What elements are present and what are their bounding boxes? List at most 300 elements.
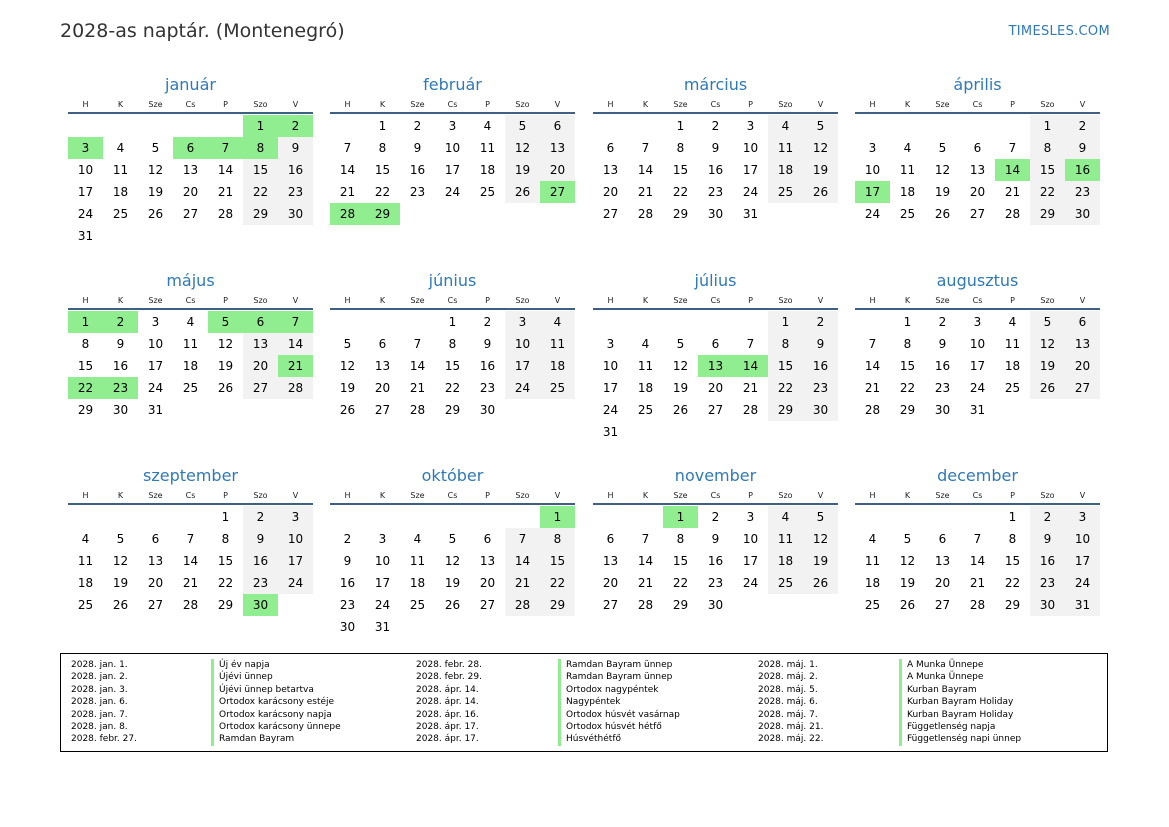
day-cell: 27: [147, 598, 164, 612]
day-cell: 11: [864, 554, 881, 568]
day-cell: 24: [969, 381, 986, 395]
day-cell: 24: [147, 381, 164, 395]
day-cell: 6: [1065, 311, 1100, 333]
day-cell: 29: [243, 203, 278, 225]
day-cell: 12: [217, 337, 234, 351]
day-cell: 8: [1008, 532, 1017, 546]
day-cell: 28: [864, 403, 881, 417]
empty-cell: [365, 506, 400, 528]
legend-date: 2028. jan. 2.: [71, 672, 128, 683]
day-cell: 12: [803, 137, 838, 159]
day-cell: 29: [444, 403, 461, 417]
day-cell: 8: [676, 141, 685, 155]
day-cell: 22: [374, 185, 391, 199]
day-cell: 21: [339, 185, 356, 199]
day-cell: 16: [112, 359, 129, 373]
day-cell: 5: [803, 115, 838, 137]
empty-cell: [470, 506, 505, 528]
empty-cell: [855, 311, 890, 333]
day-cell: 9: [116, 337, 125, 351]
day-cell: 19: [803, 550, 838, 572]
weekday-label: V: [817, 295, 824, 305]
day-cell: 22: [540, 572, 575, 594]
day-cell: 19: [934, 185, 951, 199]
day-cell: 26: [339, 403, 356, 417]
day-cell: 27: [934, 598, 951, 612]
day-cell: 5: [1030, 311, 1065, 333]
day-cell: 25: [637, 403, 654, 417]
day-cell: 11: [1004, 337, 1021, 351]
day-cell: 15: [374, 163, 391, 177]
day-cell: 21: [637, 185, 654, 199]
weekday-label: Sze: [410, 295, 425, 305]
day-cell: 28: [969, 598, 986, 612]
legend-names-column: [211, 659, 341, 746]
legend-dates-column: [416, 659, 482, 746]
legend-holiday-name: Újévi ünnep betartva: [211, 684, 341, 696]
legend-holiday-name: Függetlenség napi ünnep: [899, 733, 1021, 745]
day-cell: 27: [479, 598, 496, 612]
legend-holiday-name: Ortodox karácsony napja: [211, 709, 341, 721]
day-cell: 1: [1008, 510, 1017, 524]
day-cell: 25: [540, 377, 575, 399]
day-cell: 24: [444, 185, 461, 199]
day-cell: 9: [938, 337, 947, 351]
day-cell: 17: [1065, 550, 1100, 572]
day-cell: 20: [969, 185, 986, 199]
day-cell: 18: [479, 163, 496, 177]
weekday-header: [330, 487, 575, 505]
day-cell: 28: [330, 203, 365, 225]
weekday-label: V: [1079, 99, 1086, 109]
day-grid: [330, 311, 575, 421]
day-cell: 13: [374, 359, 391, 373]
day-cell: 7: [973, 532, 982, 546]
day-cell: 26: [803, 181, 838, 203]
day-cell: 7: [746, 337, 755, 351]
day-cell: 22: [243, 181, 278, 203]
month-4: [855, 74, 1100, 225]
weekday-label: P: [223, 99, 228, 109]
empty-cell: [925, 506, 960, 528]
day-cell: 18: [899, 185, 916, 199]
day-cell: 26: [147, 207, 164, 221]
weekday-label: Sze: [410, 99, 425, 109]
legend-date: 2028. febr. 27.: [71, 734, 137, 745]
day-cell: 17: [855, 181, 890, 203]
day-cell: 29: [768, 399, 803, 421]
legend-date: 2028. ápr. 17.: [416, 721, 479, 732]
day-cell: 21: [742, 381, 759, 395]
empty-cell: [628, 115, 663, 137]
day-cell: 27: [602, 207, 619, 221]
day-cell: 2: [711, 510, 720, 524]
day-cell: 22: [68, 377, 103, 399]
weekday-label: Szo: [253, 490, 268, 500]
weekday-label: Cs: [447, 99, 458, 109]
weekday-label: P: [748, 99, 753, 109]
empty-cell: [960, 115, 995, 137]
day-cell: 25: [899, 207, 916, 221]
day-cell: 28: [637, 207, 654, 221]
day-grid: [593, 506, 838, 616]
weekday-label: K: [642, 99, 649, 109]
weekday-header: [855, 292, 1100, 310]
day-cell: 1: [1030, 115, 1065, 137]
day-cell: 20: [479, 576, 496, 590]
weekday-label: Sze: [673, 295, 688, 305]
day-cell: 5: [803, 506, 838, 528]
empty-cell: [68, 506, 103, 528]
day-cell: 18: [637, 381, 654, 395]
weekday-label: Cs: [972, 99, 983, 109]
empty-cell: [960, 506, 995, 528]
day-cell: 14: [409, 359, 426, 373]
day-cell: 4: [81, 532, 90, 546]
weekday-label: Cs: [710, 295, 721, 305]
day-cell: 7: [641, 532, 650, 546]
weekday-label: Sze: [148, 295, 163, 305]
day-cell: 25: [864, 598, 881, 612]
day-cell: 8: [243, 137, 278, 159]
weekday-label: P: [748, 295, 753, 305]
legend-date: 2028. jan. 1.: [71, 660, 128, 670]
legend-holiday-name: Nagypéntek: [558, 696, 680, 708]
weekday-label: K: [117, 99, 124, 109]
day-cell: 3: [746, 119, 755, 133]
day-cell: 17: [742, 554, 759, 568]
month-name: június: [428, 271, 477, 290]
day-cell: 11: [768, 137, 803, 159]
day-cell: 14: [339, 163, 356, 177]
weekday-label: Szo: [778, 490, 793, 500]
weekday-label: K: [642, 295, 649, 305]
day-cell: 15: [1004, 554, 1021, 568]
day-cell: 9: [711, 532, 720, 546]
day-cell: 19: [672, 381, 689, 395]
day-cell: 2: [711, 119, 720, 133]
empty-cell: [173, 115, 208, 137]
day-cell: 1: [448, 315, 457, 329]
legend-holiday-name: Ortodox húsvét vasárnap: [558, 709, 680, 721]
day-cell: 18: [77, 576, 94, 590]
empty-cell: [103, 506, 138, 528]
empty-cell: [400, 311, 435, 333]
day-grid: [68, 311, 313, 421]
day-cell: 11: [182, 337, 199, 351]
day-cell: 15: [768, 355, 803, 377]
day-cell: 16: [707, 554, 724, 568]
day-cell: 30: [934, 403, 951, 417]
day-cell: 16: [409, 163, 426, 177]
day-cell: 29: [540, 594, 575, 616]
day-cell: 21: [217, 185, 234, 199]
day-cell: 6: [938, 532, 947, 546]
day-cell: 27: [602, 598, 619, 612]
day-cell: 8: [378, 141, 387, 155]
weekday-label: V: [292, 490, 299, 500]
legend-holiday-name: Kurban Bayram: [899, 684, 1021, 696]
day-cell: 13: [969, 163, 986, 177]
day-cell: 6: [973, 141, 982, 155]
day-cell: 30: [1065, 203, 1100, 225]
day-cell: 2: [1065, 115, 1100, 137]
weekday-label: H: [82, 99, 89, 109]
day-cell: 31: [77, 229, 94, 243]
weekday-label: Cs: [710, 490, 721, 500]
weekday-header: [855, 487, 1100, 505]
empty-cell: [925, 115, 960, 137]
day-cell: 20: [243, 355, 278, 377]
day-cell: 31: [742, 207, 759, 221]
weekday-label: P: [1010, 295, 1015, 305]
weekday-label: K: [642, 490, 649, 500]
day-cell: 24: [864, 207, 881, 221]
month-name: augusztus: [936, 271, 1019, 290]
legend-holiday-name: Ramdan Bayram: [211, 733, 341, 745]
empty-cell: [593, 506, 628, 528]
day-cell: 2: [278, 115, 313, 137]
day-cell: 26: [444, 598, 461, 612]
day-cell: 3: [151, 315, 160, 329]
day-cell: 21: [969, 576, 986, 590]
day-cell: 18: [540, 355, 575, 377]
month-11: [593, 465, 838, 616]
day-cell: 23: [339, 598, 356, 612]
day-cell: 14: [733, 355, 768, 377]
day-cell: 24: [505, 377, 540, 399]
day-cell: 4: [186, 315, 195, 329]
weekday-label: V: [292, 99, 299, 109]
weekday-label: Szo: [778, 295, 793, 305]
day-cell: 31: [602, 425, 619, 439]
day-cell: 22: [672, 576, 689, 590]
empty-cell: [698, 311, 733, 333]
legend-holiday-name: Kurban Bayram Holiday: [899, 696, 1021, 708]
day-cell: 28: [742, 403, 759, 417]
day-cell: 16: [707, 163, 724, 177]
legend-names-column: [899, 659, 1021, 746]
day-cell: 31: [147, 403, 164, 417]
day-cell: 15: [217, 554, 234, 568]
legend-date: 2028. jan. 6.: [71, 697, 128, 708]
weekday-label: V: [292, 295, 299, 305]
day-cell: 24: [742, 576, 759, 590]
day-cell: 12: [672, 359, 689, 373]
day-cell: 17: [444, 163, 461, 177]
day-cell: 9: [711, 141, 720, 155]
holiday-legend: [60, 653, 1108, 752]
day-cell: 26: [217, 381, 234, 395]
empty-cell: [505, 506, 540, 528]
day-cell: 2: [803, 311, 838, 333]
empty-cell: [890, 115, 925, 137]
day-cell: 13: [602, 163, 619, 177]
day-cell: 23: [243, 572, 278, 594]
month-9: [68, 465, 313, 616]
day-cell: 18: [768, 550, 803, 572]
day-cell: 16: [803, 355, 838, 377]
day-cell: 12: [112, 554, 129, 568]
day-cell: 9: [243, 528, 278, 550]
day-grid: [330, 115, 575, 225]
day-cell: 1: [676, 119, 685, 133]
weekday-label: K: [379, 490, 386, 500]
legend-date: 2028. máj. 1.: [758, 660, 818, 670]
weekday-label: Sze: [148, 99, 163, 109]
day-cell: 3: [505, 311, 540, 333]
day-cell: 11: [112, 163, 129, 177]
legend-date: 2028. máj. 5.: [758, 684, 818, 695]
day-cell: 10: [444, 141, 461, 155]
day-cell: 19: [803, 159, 838, 181]
weekday-label: Szo: [1040, 295, 1055, 305]
empty-cell: [138, 506, 173, 528]
month-10: [330, 465, 575, 638]
month-name: május: [166, 271, 215, 290]
empty-cell: [855, 115, 890, 137]
empty-cell: [138, 115, 173, 137]
day-cell: 3: [68, 137, 103, 159]
legend-date: 2028. febr. 28.: [416, 660, 482, 670]
day-cell: 2: [243, 506, 278, 528]
day-cell: 12: [147, 163, 164, 177]
day-cell: 18: [409, 576, 426, 590]
legend-date: 2028. máj. 7.: [758, 709, 818, 720]
day-cell: 3: [1065, 506, 1100, 528]
month-name: december: [937, 466, 1018, 485]
legend-date: 2028. jan. 7.: [71, 709, 128, 720]
month-name: január: [165, 75, 216, 94]
day-cell: 2: [483, 315, 492, 329]
legend-date: 2028. máj. 6.: [758, 697, 818, 708]
empty-cell: [628, 506, 663, 528]
weekday-header: [330, 292, 575, 310]
day-cell: 11: [409, 554, 426, 568]
legend-date: 2028. máj. 21.: [758, 721, 824, 732]
day-cell: 15: [540, 550, 575, 572]
day-cell: 31: [1065, 594, 1100, 616]
day-cell: 21: [1004, 185, 1021, 199]
day-cell: 21: [505, 572, 540, 594]
day-cell: 26: [112, 598, 129, 612]
day-cell: 8: [448, 337, 457, 351]
day-cell: 4: [1008, 315, 1017, 329]
weekday-label: H: [869, 295, 876, 305]
legend-holiday-name: Új év napja: [211, 659, 341, 671]
weekday-label: H: [82, 295, 89, 305]
day-cell: 2: [103, 311, 138, 333]
day-cell: 12: [505, 137, 540, 159]
month-7: [593, 270, 838, 443]
empty-cell: [628, 311, 663, 333]
empty-cell: [435, 506, 470, 528]
day-cell: 18: [864, 576, 881, 590]
day-grid: [855, 115, 1100, 225]
month-8: [855, 270, 1100, 421]
day-cell: 9: [1030, 528, 1065, 550]
empty-cell: [365, 311, 400, 333]
day-cell: 2: [938, 315, 947, 329]
day-cell: 1: [663, 506, 698, 528]
day-cell: 5: [208, 311, 243, 333]
day-cell: 14: [182, 554, 199, 568]
day-cell: 25: [768, 181, 803, 203]
day-cell: 27: [707, 403, 724, 417]
day-cell: 21: [637, 576, 654, 590]
day-cell: 4: [116, 141, 125, 155]
legend-date: 2028. ápr. 14.: [416, 684, 479, 695]
day-cell: 14: [969, 554, 986, 568]
day-cell: 7: [208, 137, 243, 159]
day-cell: 24: [278, 572, 313, 594]
weekday-label: Sze: [410, 490, 425, 500]
day-cell: 20: [602, 576, 619, 590]
legend-holiday-name: Ortodox húsvét hétfő: [558, 721, 680, 733]
weekday-header: [330, 96, 575, 114]
day-cell: 3: [606, 337, 615, 351]
day-cell: 16: [479, 359, 496, 373]
day-cell: 14: [995, 159, 1030, 181]
weekday-label: K: [379, 99, 386, 109]
month-6: [330, 270, 575, 421]
day-cell: 29: [1030, 203, 1065, 225]
day-cell: 13: [602, 554, 619, 568]
day-cell: 18: [182, 359, 199, 373]
day-cell: 30: [1030, 594, 1065, 616]
day-cell: 5: [676, 337, 685, 351]
empty-cell: [330, 311, 365, 333]
legend-date: 2028. ápr. 17.: [416, 734, 479, 745]
day-cell: 14: [637, 554, 654, 568]
day-cell: 6: [606, 532, 615, 546]
day-cell: 9: [1065, 137, 1100, 159]
day-cell: 1: [378, 119, 387, 133]
weekday-label: Cs: [972, 295, 983, 305]
day-cell: 15: [1030, 159, 1065, 181]
day-cell: 10: [147, 337, 164, 351]
day-grid: [855, 311, 1100, 421]
day-cell: 10: [742, 141, 759, 155]
day-cell: 29: [365, 203, 400, 225]
day-cell: 16: [243, 550, 278, 572]
weekday-label: H: [344, 99, 351, 109]
weekday-label: V: [817, 490, 824, 500]
weekday-label: Szo: [515, 490, 530, 500]
day-cell: 20: [147, 576, 164, 590]
day-cell: 25: [112, 207, 129, 221]
month-12: [855, 465, 1100, 616]
day-cell: 29: [77, 403, 94, 417]
empty-cell: [173, 506, 208, 528]
weekday-label: P: [748, 490, 753, 500]
brand-link[interactable]: TIMESLES.COM: [1008, 24, 1110, 39]
day-cell: 30: [803, 399, 838, 421]
day-cell: 23: [103, 377, 138, 399]
weekday-label: Szo: [515, 99, 530, 109]
day-cell: 27: [182, 207, 199, 221]
day-cell: 7: [1008, 141, 1017, 155]
day-cell: 10: [374, 554, 391, 568]
weekday-label: Szo: [1040, 99, 1055, 109]
day-cell: 16: [1030, 550, 1065, 572]
day-cell: 3: [868, 141, 877, 155]
day-cell: 10: [602, 359, 619, 373]
day-cell: 22: [217, 576, 234, 590]
weekday-label: H: [607, 99, 614, 109]
day-cell: 23: [278, 181, 313, 203]
day-cell: 26: [672, 403, 689, 417]
